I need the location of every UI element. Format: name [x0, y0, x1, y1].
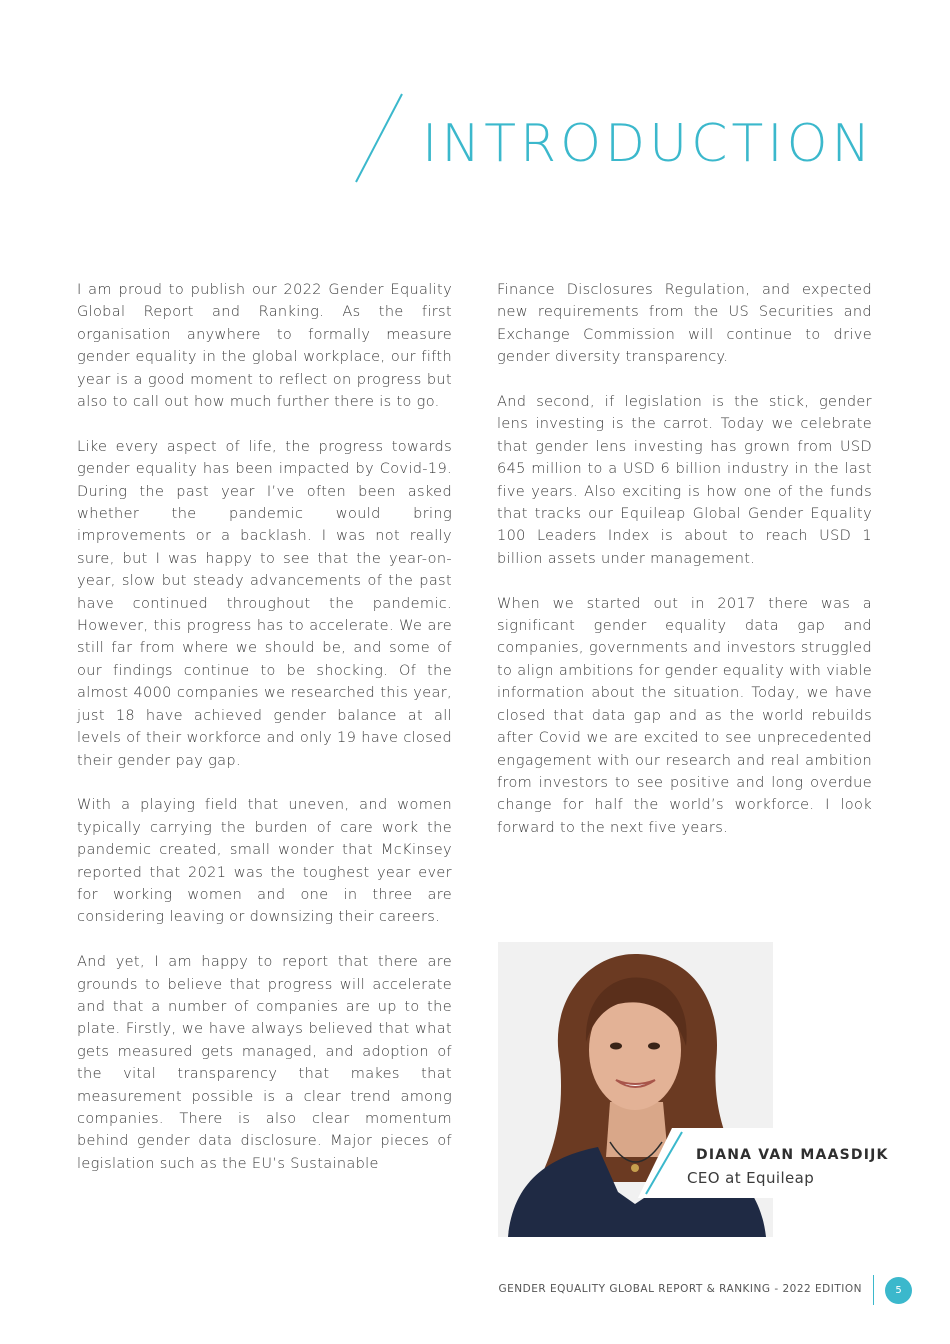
page-number-badge: 5 [885, 1277, 912, 1304]
left-text-column [77, 279, 452, 1198]
caption-slash-decoration-icon [638, 1128, 888, 1198]
paragraph: With a playing field that uneven, and women typically carrying the burden of care work the pandemic created, small wonder that McKinsey reported that 2021 was the toughest year ever for working women and one in three are considering leaving or downsizing their careers. [77, 797, 452, 926]
ceo-name: DIANA VAN MAASDIJK [696, 1147, 889, 1163]
portrait-caption [638, 1128, 888, 1198]
slash-decoration-icon [350, 90, 410, 186]
page-title: INTRODUCTION [422, 114, 875, 174]
right-text-column [497, 279, 872, 862]
paragraph: And second, if legislation is the stick, gender lens investing is the carrot. Today we celebrate that gender lens investing has grown from USD 645 million to a USD 6 billion industry in the last five years. Also exciting is how one of the funds that tracks our Equileap Global Gender Equality 100 Leaders Index is about to reach USD 1 billion assets under management. [497, 394, 872, 567]
paragraph: Like every aspect of life, the progress towards gender equality has been impacted by Covid-19. During the past year I’ve often been asked whether the pandemic would bring improvements or a backlash. I was not really sure, but I was happy to see that the year-on-year, slow but steady advancements of the past have continued throughout the pandemic. However, this progress has to accelerate. We are still far from where we should be, and some of our findings continue to be shocking. Of the almost 4000 companies we researched this year, just 18 have achieved gender balance at all levels of their workforce and only 19 have closed their gender pay gap. [77, 438, 452, 769]
paragraph: I am proud to publish our 2022 Gender Equality Global Report and Ranking. As the first organisation anywhere to formally measure gender equality in the global workplace, our fifth year is a good moment to reflect on progress but also to call out how much further there is to go. [77, 282, 452, 411]
paragraph: And yet, I am happy to report that there are grounds to believe that progress will accelerate and that a number of companies are up to the plate. Firstly, we have always believed that what gets measured gets managed, and adoption of the vital transparency that makes that measurement possible is a clear trend among companies. There is also clear momentum behind gender data disclosure. Major pieces of legislation such as the EU’s Sustainable [77, 954, 452, 1172]
paragraph: When we started out in 2017 there was a significant gender equality data gap and companies, governments and investors struggled to align ambitions for gender equality with viable information about the situation. Today, we have closed that data gap and as the world rebuilds after Covid we are excited to see unprecedented engagement with our research and real ambition from investors to see positive and long overdue change for half the world’s workforce. I look forward to the next five years. [497, 595, 872, 836]
footer-divider [873, 1275, 874, 1305]
paragraph: Finance Disclosures Regulation, and expected new requirements from the US Securities and Exchange Commission will continue to drive gender diversity transparency. [497, 282, 872, 366]
page-header [350, 90, 890, 190]
ceo-role: CEO at Equileap [687, 1169, 815, 1187]
footer-report-title: GENDER EQUALITY GLOBAL REPORT & RANKING - 2022 EDITION [498, 1283, 862, 1295]
